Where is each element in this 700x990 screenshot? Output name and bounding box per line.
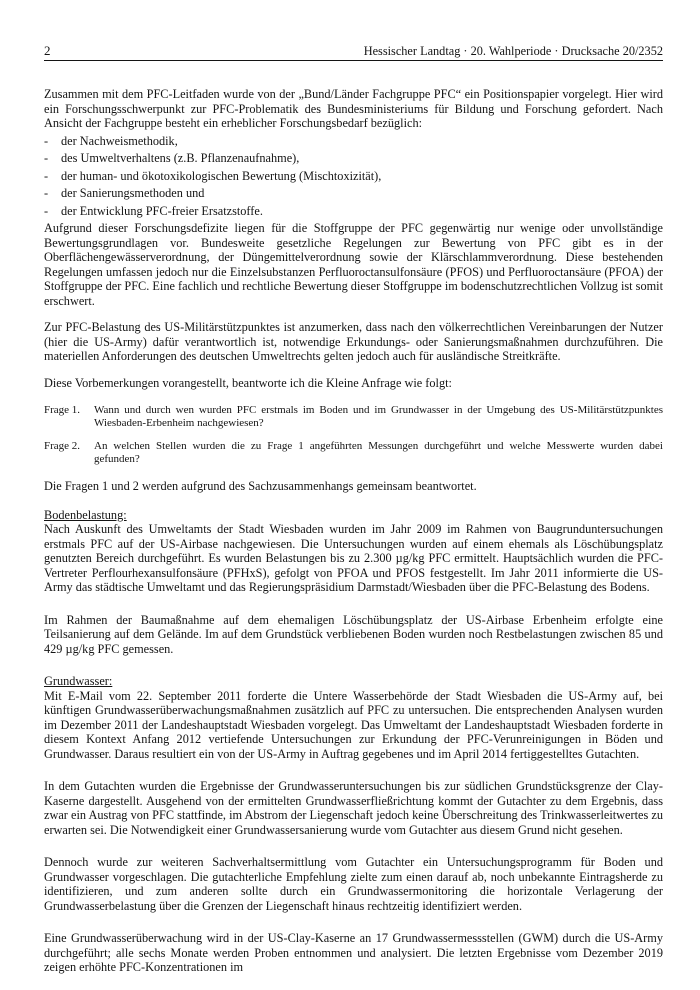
- dash-marker: -: [44, 186, 49, 200]
- soil-heading: Bodenbelastung:: [44, 507, 127, 522]
- question-1: [44, 404, 663, 429]
- groundwater-paragraph-1: Mit E-Mail vom 22. September 2011 forderte die Untere Wasserbehörde der Stadt Wiesbaden die US-Army auf, bei künftigen Grundwasserüberwachungsmaßnahmen zusätzlich auf PFC zu untersuchen. Die entsprechenden Analysen wurden im Dezember 2011 der Landeshauptstadt Wiesbaden vorgelegt. Das Umweltamt der Landeshauptstadt Wiesbaden forderte in diesem Kontext Anfang 2012 vertiefende Untersuchungen zur Erkundung der PFC-Verunreinigungen in Böden und Grundwasser. Daraus resultiert ein von der US-Army in Auftrag gegebenes und im April 2014 fertiggestelltes Gutachten.: [44, 688, 663, 761]
- question-1-label: Frage 1.: [44, 404, 81, 416]
- list-item-text: der Nachweismethodik,: [61, 133, 178, 148]
- groundwater-paragraph-3: Dennoch wurde zur weiteren Sachverhaltsermittlung vom Gutachter ein Untersuchungsprogramm für Boden und Grundwasser vorgeschlagen. Die gutachterliche Empfehlung zielte zum einen darauf ab, noch unbekannte Eintragsherde zu identifizieren, und zum anderen sollte durch ein Grundwassermonitoring die horizontale Verlagerung der Grundwasserbelastung über die Grenzen der Liegenschaft hinaus rechtzeitig identifiziert werden.: [44, 855, 663, 913]
- groundwater-paragraph-2: In dem Gutachten wurden die Ergebnisse der Grundwasseruntersuchungen bis zur südlichen Grundstücksgrenze der Clay-Kaserne dargestellt. Ausgehend von der ermittelten Grundwasserfließrichtung kommt der Gutachter zu dem Ergebnis, dass zwar ein Austrag von PFC stattfinde, im Abstrom der Liegenschaft jedoch keine Überschreitung des Trinkwasserleitwertes zu erwarten sei. Die Notwendigkeit einer Grundwassersanierung wurde vom Gutachter aus diesem Grund nicht gesehen.: [44, 779, 663, 837]
- intro-paragraph-4: Diese Vorbemerkungen vorangestellt, beantworte ich die Kleine Anfrage wie folgt:: [44, 375, 452, 390]
- running-title: Hessischer Landtag · 20. Wahlperiode · Drucksache 20/2352: [363, 43, 663, 58]
- list-item: [44, 204, 663, 219]
- dash-marker: -: [44, 151, 49, 165]
- document-body: [44, 87, 663, 975]
- groundwater-paragraph-4: Eine Grundwasserüberwachung wird in der US-Clay-Kaserne an 17 Grundwassermessstellen (GWM) durch die US-Army durchgeführt; alle sechs Monate werden Proben entnommen und analysiert. Die letzten Ergebnisse vom Dezember 2019 zeigen erhöhte PFC-Konzentrationen im: [44, 931, 663, 974]
- list-item: [44, 134, 663, 149]
- dash-marker: -: [44, 168, 49, 183]
- question-2-label: Frage 2.: [44, 440, 81, 452]
- question-2-text: An welchen Stellen wurden die zu Frage 1 angeführten Messungen durchgeführt und welche Messwerte wurden dabei gefunden?: [94, 440, 663, 465]
- list-item-text: der Sanierungsmethoden und: [61, 186, 205, 200]
- groundwater-heading: Grundwasser:: [44, 674, 113, 688]
- dash-marker: -: [44, 133, 49, 148]
- dash-marker: -: [44, 203, 49, 218]
- list-item-text: der human- und ökotoxikologischen Bewertung (Mischtoxizität),: [61, 168, 382, 183]
- list-item: [44, 151, 663, 166]
- question-2: [44, 440, 663, 465]
- intro-paragraph-3: Zur PFC-Belastung des US-Militärstützpunktes ist anzumerken, dass nach den völkerrechtlichen Vereinbarungen der Nutzer (hier die US-Army) dafür verantwortlich ist, notwendige Erkundungs- oder Sanierungsmaßnahmen durchzuführen. Die materiellen Anforderungen des deutschen Umweltrechts gelten jedoch auch für ausländische Streitkräfte.: [44, 320, 663, 363]
- list-item-text: des Umweltverhaltens (z.B. Pflanzenaufnahme),: [61, 151, 300, 165]
- question-1-text: Wann und durch wen wurden PFC erstmals im Boden und im Grundwasser in der Umgebung des US-Militärstützpunktes Wiesbaden-Erbenheim nachgewiesen?: [94, 404, 663, 429]
- list-item: [44, 169, 663, 184]
- list-item-text: der Entwicklung PFC-freier Ersatzstoffe.: [61, 203, 263, 218]
- research-needs-list: [44, 134, 663, 219]
- soil-paragraph-2: Im Rahmen der Baumaßnahme auf dem ehemaligen Löschübungsplatz der US-Airbase Erbenheim erfolgte eine Teilsanierung auf dem Gelände. Im auf dem Grundstück verbliebenen Boden wurden noch Restbelastungen zwischen 85 und 429 µg/kg PFC gemessen.: [44, 612, 663, 656]
- page-header: [44, 41, 663, 61]
- soil-paragraph-1: Nach Auskunft des Umweltamts der Stadt Wiesbaden wurden im Jahr 2009 im Rahmen von Baugrunduntersuchungen erstmals PFC auf der US-Airbase nachgewiesen. Die Untersuchungen wurden auf einem ehemals als Löschübungsplatz genutzten Bereich durchgeführt. Es wurden Belastungen bis zu 2.300 µg/kg PFC ermittelt. Hauptsächlich wurden die PFC-Vertreter Perflourhexansulfonsäure (PFHxS), gefolgt von PFOA und PFOS festgestellt. Im Jahr 2011 informierte die US-Army das städtische Umweltamt und das Regierungspräsidium Darmstadt/Wiesbaden über die PFC-Belastung des Bodens.: [44, 522, 663, 594]
- intro-paragraph-1: Zusammen mit dem PFC-Leitfaden wurde von der „Bund/Länder Fachgruppe PFC“ ein Positionspapier vorgelegt. Hier wird ein Forschungsschwerpunkt zur PFC-Problematik des Bundesministeriums für Bildung und Forschung gefordert. Nach Ansicht der Fachgruppe besteht ein erheblicher Forschungsbedarf bezüglich:: [44, 87, 663, 130]
- list-item: [44, 186, 663, 201]
- intro-paragraph-2: Aufgrund dieser Forschungsdefizite liegen für die Stoffgruppe der PFC gegenwärtig nur wenige oder unvollständige Bewertungsgrundlagen vor. Bundesweite gesetzliche Regelungen zur Bewertung von PFC gibt es in der Oberflächengewässerverordnung, der Düngemittelverordnung sowie der Klärschlammverordnung. Diese bestehenden Regelungen umfassen jedoch nur die Einzelsubstanzen Perfluoroctansulfonsäure (PFOS) und Perfluoroctansäure (PFOA) der Stoffgruppe der PFC. Eine fachlich und rechtliche Bewertung dieser Stoffgruppe im bodenschutzrechtlichen Vollzug ist somit erschwert.: [44, 221, 663, 308]
- page-number: 2: [44, 42, 51, 58]
- answer-intro: Die Fragen 1 und 2 werden aufgrund des Sachzusammenhangs gemeinsam beantwortet.: [44, 479, 477, 493]
